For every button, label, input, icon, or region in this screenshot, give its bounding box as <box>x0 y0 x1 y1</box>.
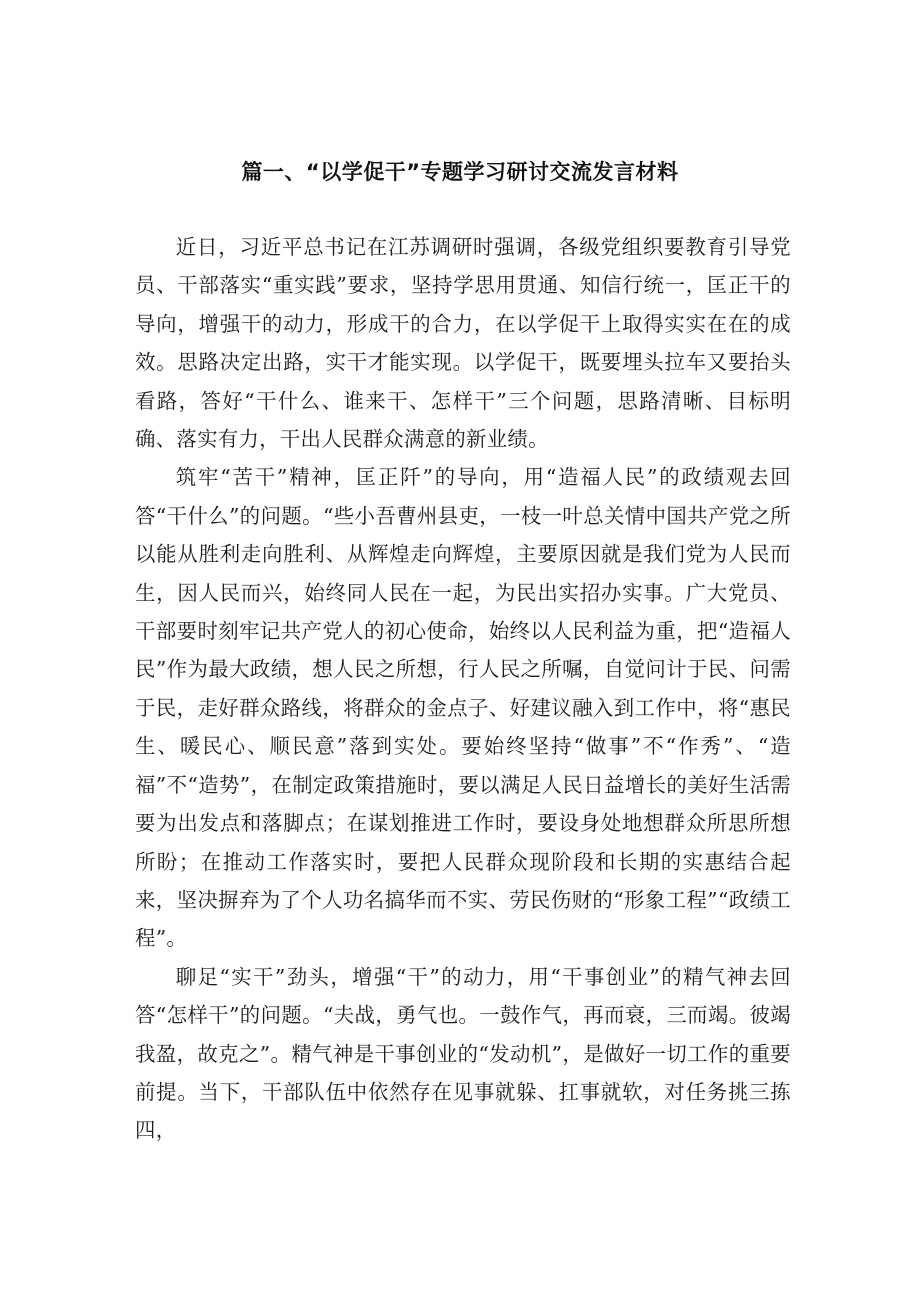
paragraph-3: 聊足“实干”劲头，增强“干”的动力，用“干事创业”的精气神去回答“怎样干”的问题。“夫战，勇气也。一鼓作气，再而衰，三而竭。彼竭我盈，故克之”。精气神是干事创业的“发动机”，是做好一切工作的重要前提。当下，干部队伍中依然存在见事就躲、扛事就软，对任务挑三拣四， <box>135 964 791 1143</box>
paragraph-2: 筑牢“苦干”精神，匡正阡”的导向，用“造福人民”的政绩观去回答“干什么”的问题。“些小吾曹州县吏，一枝一叶总关情中国共产党之所以能从胜利走向胜利、从辉煌走向辉煌，主要原因就是我们党为人民而生，因人民而兴，始终同人民在一起，为民出实招办实事。广大党员、干部要时刻牢记共产党人的初心使命，始终以人民利益为重，把“造福人民”作为最大政绩，想人民之所想，行人民之所嘱，自觉问计于民、问需于民，走好群众路线，将群众的金点子、好建议融入到工作中，将“惠民生、暖民心、顺民意”落到实处。要始终坚持“做事”不“作秀”、“造福”不“造势”，在制定政策措施时，要以满足人民日益增长的美好生活需要为出发点和落脚点；在谋划推进工作时，要设身处地想群众所思所想所盼；在推动工作落实时，要把人民群众现阶段和长期的实惠结合起来，坚决摒弃为了个人功名搞华而不实、劳民伤财的“形象工程”“政绩工程”。 <box>135 465 791 951</box>
paragraph-1: 近日，习近平总书记在江苏调研时强调，各级党组织要教育引导党员、干部落实“重实践”要求，坚持学思用贯通、知信行统一，匡正干的导向，增强干的动力，形成干的合力，在以学促干上取得实实在在的成效。思路决定出路，实干才能实现。以学促干，既要埋头拉车又要抬头看路，答好“干什么、谁来干、怎样干”三个问题，思路清晰、目标明确、落实有力，干出人民群众满意的新业绩。 <box>135 235 791 452</box>
document-title: 篇一、“以学促干”专题学习研讨交流发言材料 <box>241 160 679 184</box>
document-body <box>135 228 791 1150</box>
